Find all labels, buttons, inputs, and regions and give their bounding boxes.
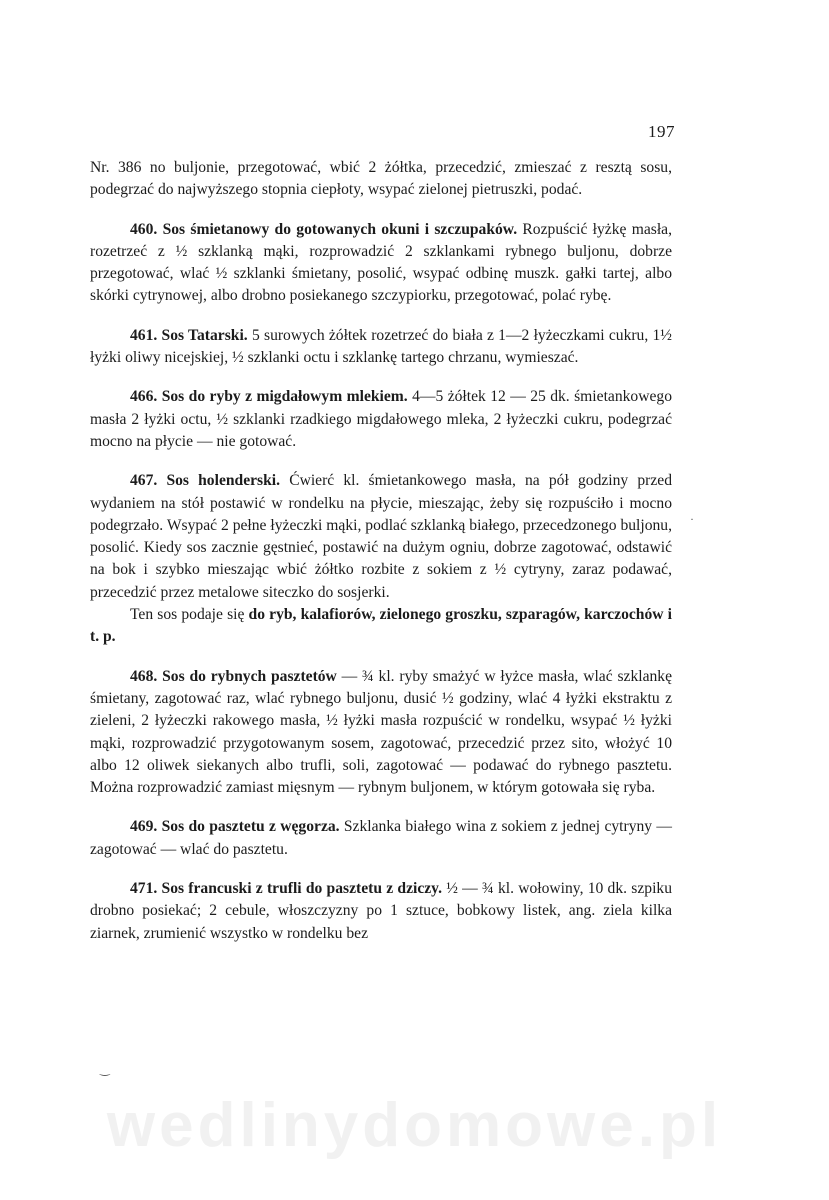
recipe-468 <box>90 666 672 800</box>
recipe-title: 469. Sos do pasztetu z węgorza. <box>130 818 340 836</box>
recipe-467 <box>90 470 672 604</box>
recipe-467-note <box>90 604 672 649</box>
recipe-text: ½ — ¾ kl. wołowiny, 10 dk. szpiku drobno posiekać; 2 cebule, włoszczyzny po 1 sztuce, bobkowy listek, ang. ziela kilka ziarnek, zrumienić wszystko w rondelku bez <box>90 880 672 942</box>
recipe-461 <box>90 325 672 370</box>
page-body <box>90 157 672 945</box>
scan-mark: ‿ <box>100 1062 110 1076</box>
recipe-title: 471. Sos francuski z trufli do pasztetu z dziczy. <box>130 880 442 898</box>
page-number: 197 <box>648 122 675 141</box>
recipe-title: 460. Sos śmietanowy do gotowanych okuni i szczupaków. <box>130 220 518 238</box>
recipe-text: 4—5 żółtek 12 — 25 dk. śmietankowego masła 2 łyżki octu, ½ szklanki rzadkiego migdałowego mleka, 2 łyżeczki cukru, podegrzać mocno na płycie — nie gotować. <box>90 388 672 450</box>
recipe-title: 467. Sos holenderski. <box>130 472 281 490</box>
intro-paragraph: Nr. 386 no buljonie, przegotować, wbić 2 żółtka, przecedzić, zmieszać z resztą sosu, podegrzać do najwyższego stopnia ciepłoty, wsypać zielonej pietruszki, podać. <box>90 159 672 199</box>
recipe-469 <box>90 816 672 861</box>
recipe-text: — ¾ kl. ryby smażyć w łyżce masła, wlać szklankę śmietany, zagotować raz, wlać rybnego buljonu, dusić ½ godziny, wlać 4 łyżki ekstraktu z zieleni, 2 łyżeczki rakowego masła, ½ łyżki masła rozpuścić w rondelku, wsypać ½ łyżki mąki, rozprowadzić przygotowanym sosem, zagotować, przecedzić przez sito, włożyć 10 albo 12 oliwek siekanych albo trufli, soli, zagotować — podawać do rybnego pasztetu. Można rozprowadzić zamiast mięsnym — rybnym buljonem, w którym gotowała się ryba. <box>90 667 673 797</box>
recipe-text: Rozpuścić łyżkę masła, rozetrzeć z ½ szklanką mąki, rozprowadzić 2 szklankami rybnego buljonu, dobrze przegotować, wlać ½ szklanki śmietany, posolić, wsypać odbinę muszk. gałki tartej, albo skórki cytrynowej, albo drobno posiekanego szczypiorku, przegotować, polać rybę. <box>90 220 672 305</box>
note-text: Ten sos podaje się <box>130 606 249 624</box>
recipe-460 <box>90 219 672 308</box>
recipe-title: 461. Sos Tatarski. <box>130 326 248 344</box>
recipe-text: Ćwierć kl. śmietankowego masła, na pół godziny przed wydaniem na stół postawić w rondelku na płycie, mieszając, żeby się rozpuściło i mocno podegrzało. Wsypać 2 pełne łyżeczki mąki, podlać szklanką białego, przecedzonego buljonu, posolić. Kiedy sos zacznie gęstnieć, postawić na dużym ogniu, dobrze zagotować, odstawić na bok i szybko mieszając wbić żółtko rozbite z sokiem z ½ cytryny, zaraz podawać, przecedzić przez metalowe siteczko do sosjerki. <box>90 472 672 601</box>
recipe-title: 468. Sos do rybnych pasztetów <box>130 667 337 685</box>
note-bold-text: do ryb, kalafiorów, zielonego groszku, szparagów, karczochów i t. p. <box>90 606 672 646</box>
recipe-text: Szklanka białego wina z sokiem z jednej cytryny — zagotować — wlać do pasztetu. <box>90 818 673 858</box>
recipe-title: 466. Sos do ryby z migdałowym mlekiem. <box>130 388 408 406</box>
recipe-466 <box>90 386 672 453</box>
recipe-471 <box>90 878 672 945</box>
recipe-text: 5 surowych żółtek rozetrzeć do biała z 1—2 łyżeczkami cukru, 1½ łyżki oliwy nicejskiej, ½ szklanki octu i szklankę tartego chrzanu, wymieszać. <box>90 326 672 367</box>
scan-dot: · <box>690 512 694 526</box>
watermark: wedlinydomowe.pl <box>106 1091 723 1160</box>
